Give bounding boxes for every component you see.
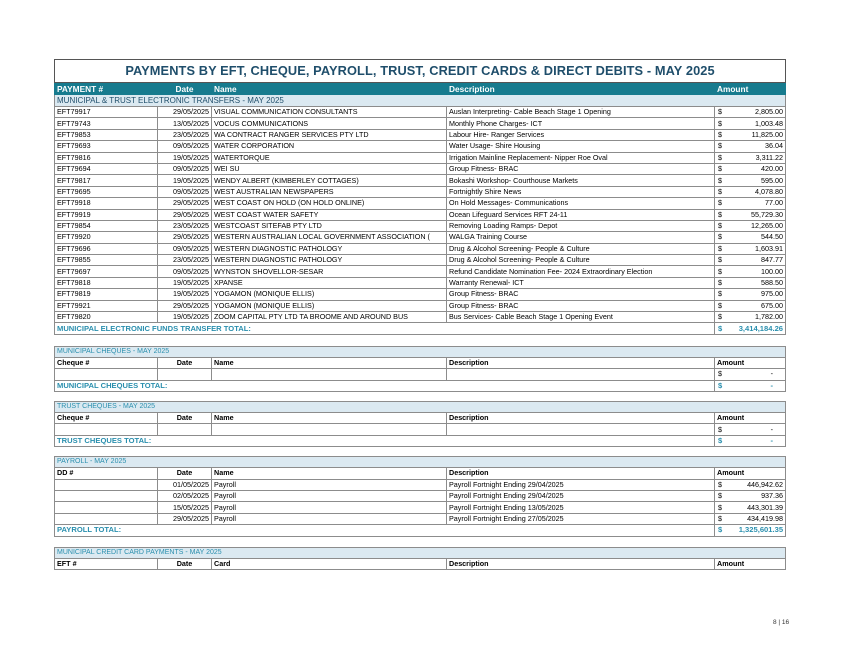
cell-amount: $ 544.50 (715, 232, 786, 243)
trust-cheque-amount: $ - (715, 424, 786, 435)
cell-id: EFT79693 (55, 141, 158, 152)
muni-cheques-total-amount: $ - (715, 380, 786, 391)
col-header-date: Date (158, 468, 212, 479)
payments-report (54, 59, 785, 570)
cell-amount: $ 1,003.48 (715, 118, 786, 129)
col-header-amount: Amount (715, 357, 786, 368)
table-row (55, 129, 786, 140)
credit-card-section-title: MUNICIPAL CREDIT CARD PAYMENTS - MAY 2025 (55, 547, 786, 558)
cell-description: Fortnightly Shire News (447, 186, 715, 197)
cell-name: YOGAMON (MONIQUE ELLIS) (212, 300, 447, 311)
col-header-amount: Amount (715, 558, 786, 569)
col-header-description: Description (447, 83, 715, 95)
cell-amount: $ 975.00 (715, 289, 786, 300)
table-row (55, 502, 786, 513)
col-header-date: Date (158, 558, 212, 569)
cell-date: 19/05/2025 (158, 175, 212, 186)
credit-card-header-row (55, 558, 786, 569)
cell-description: Group Fitness- BRAC (447, 300, 715, 311)
muni-cheques-total-label: MUNICIPAL CHEQUES TOTAL: (55, 380, 715, 391)
payroll-table (54, 456, 786, 536)
cell-name: WEST COAST ON HOLD (ON HOLD ONLINE) (212, 198, 447, 209)
table-row (55, 163, 786, 174)
table-row (55, 232, 786, 243)
cell-amount: $ 100.00 (715, 266, 786, 277)
table-row (55, 490, 786, 501)
payroll-section-title: PAYROLL - MAY 2025 (55, 457, 786, 468)
col-header-description: Description (447, 468, 715, 479)
table-row (55, 141, 786, 152)
table-row (55, 186, 786, 197)
eft-total-row (55, 323, 786, 334)
cell-name: WYNSTON SHOVELLOR-SESAR (212, 266, 447, 277)
cell-description: Bus Services- Cable Beach Stage 1 Opening Event (447, 312, 715, 323)
municipal-cheques-table (54, 346, 786, 392)
muni-cheque-amount: $ - (715, 369, 786, 380)
cell-amount: $ 11,825.00 (715, 129, 786, 140)
main-header-row (55, 83, 786, 95)
cell-date: 09/05/2025 (158, 141, 212, 152)
cell-name: Payroll (212, 502, 447, 513)
table-row (55, 255, 786, 266)
cell-id: EFT79854 (55, 220, 158, 231)
cell-description: Water Usage- Shire Housing (447, 141, 715, 152)
cell-name: WESTCOAST SITEFAB PTY LTD (212, 220, 447, 231)
payroll-total-amount: $ 1,325,601.35 (715, 525, 786, 536)
trust-cheques-total-label: TRUST CHEQUES TOTAL: (55, 435, 715, 446)
cell-description: Bokashi Workshop- Courthouse Markets (447, 175, 715, 186)
cell-amount: $ 12,265.00 (715, 220, 786, 231)
cell-description: Auslan Interpreting- Cable Beach Stage 1 Opening (447, 107, 715, 118)
cell-amount: $ 595.00 (715, 175, 786, 186)
table-row (55, 152, 786, 163)
col-header-name: Name (212, 468, 447, 479)
trust-cheques-section-title: TRUST CHEQUES - MAY 2025 (55, 401, 786, 412)
cell-date: 09/05/2025 (158, 163, 212, 174)
cell-id: EFT79819 (55, 289, 158, 300)
table-row (55, 424, 786, 435)
table-row (55, 312, 786, 323)
cell-description: Removing Loading Ramps- Depot (447, 220, 715, 231)
cell-description: Irrigation Mainline Replacement- Nipper Roe Oval (447, 152, 715, 163)
cell-date: 09/05/2025 (158, 186, 212, 197)
cell-amount: $ 3,311.22 (715, 152, 786, 163)
cell-id: EFT79917 (55, 107, 158, 118)
cell-id: EFT79918 (55, 198, 158, 209)
cell-amount: $ 675.00 (715, 300, 786, 311)
muni-cheques-total-row (55, 380, 786, 391)
cell-date: 19/05/2025 (158, 152, 212, 163)
col-header-date: Date (158, 412, 212, 423)
table-row (55, 209, 786, 220)
eft-total-amount: $ 3,414,184.26 (715, 323, 786, 334)
cell-date: 13/05/2025 (158, 118, 212, 129)
payroll-total-row (55, 525, 786, 536)
payroll-header-row (55, 468, 786, 479)
col-header-dd: DD # (55, 468, 158, 479)
cell-name: WENDY ALBERT (KIMBERLEY COTTAGES) (212, 175, 447, 186)
cell-date: 29/05/2025 (158, 107, 212, 118)
col-header-description: Description (447, 412, 715, 423)
table-row (55, 513, 786, 524)
col-header-cheque: Cheque # (55, 357, 158, 368)
table-row (55, 243, 786, 254)
table-row (55, 369, 786, 380)
cell-description: Payroll Fortnight Ending 29/04/2025 (447, 479, 715, 490)
cell-amount: $ 55,729.30 (715, 209, 786, 220)
table-row (55, 479, 786, 490)
cell-id: EFT79743 (55, 118, 158, 129)
cell-amount: $ 36.04 (715, 141, 786, 152)
eft-table (54, 59, 786, 335)
cell-date: 23/05/2025 (158, 255, 212, 266)
cell-name: WEST COAST WATER SAFETY (212, 209, 447, 220)
cell-date: 09/05/2025 (158, 266, 212, 277)
table-row (55, 289, 786, 300)
table-row (55, 198, 786, 209)
cell-name: WATER CORPORATION (212, 141, 447, 152)
cell-name: ZOOM CAPITAL PTY LTD TA BROOME AND AROUND BUS (212, 312, 447, 323)
cell-id: EFT79919 (55, 209, 158, 220)
page-number: 8 | 16 (773, 619, 790, 626)
table-row (55, 175, 786, 186)
cell-amount: $ 1,603.91 (715, 243, 786, 254)
cell-date: 29/05/2025 (158, 198, 212, 209)
cell-name: Payroll (212, 513, 447, 524)
table-row (55, 118, 786, 129)
cell-date: 19/05/2025 (158, 312, 212, 323)
cell-date: 29/05/2025 (158, 513, 212, 524)
cell-name: XPANSE (212, 277, 447, 288)
cell-amount: $ 4,078.80 (715, 186, 786, 197)
cell-id: EFT79694 (55, 163, 158, 174)
cell-amount: $ 588.50 (715, 277, 786, 288)
cell-date: 15/05/2025 (158, 502, 212, 513)
cell-name: WESTERN AUSTRALIAN LOCAL GOVERNMENT ASSOCIATION ( (212, 232, 447, 243)
muni-cheques-section-title: MUNICIPAL CHEQUES - MAY 2025 (55, 346, 786, 357)
cell-date: 19/05/2025 (158, 277, 212, 288)
eft-section-title: MUNICIPAL & TRUST ELECTRONIC TRANSFERS - MAY 2025 (55, 95, 786, 107)
col-header-description: Description (447, 357, 715, 368)
col-header-eft: EFT # (55, 558, 158, 569)
cell-name: WESTERN DIAGNOSTIC PATHOLOGY (212, 243, 447, 254)
cell-amount: $ 446,942.62 (715, 479, 786, 490)
cell-amount: $ 420.00 (715, 163, 786, 174)
col-header-cheque: Cheque # (55, 412, 158, 423)
cell-description: Payroll Fortnight Ending 29/04/2025 (447, 490, 715, 501)
report-title: PAYMENTS BY EFT, CHEQUE, PAYROLL, TRUST, CREDIT CARDS & DIRECT DEBITS - MAY 2025 (55, 60, 786, 83)
table-row (55, 107, 786, 118)
cell-date: 01/05/2025 (158, 479, 212, 490)
credit-card-table (54, 547, 786, 570)
cell-description: Payroll Fortnight Ending 27/05/2025 (447, 513, 715, 524)
cell-id: EFT79696 (55, 243, 158, 254)
cell-description: Drug & Alcohol Screening- People & Culture (447, 243, 715, 254)
cell-name: WEI SU (212, 163, 447, 174)
table-row (55, 277, 786, 288)
cell-description: Ocean Lifeguard Services RFT 24-11 (447, 209, 715, 220)
cell-id: EFT79816 (55, 152, 158, 163)
table-row (55, 266, 786, 277)
cell-description: On Hold Messages- Communications (447, 198, 715, 209)
col-header-amount: Amount (715, 468, 786, 479)
trust-cheques-header-row (55, 412, 786, 423)
cell-date: 23/05/2025 (158, 129, 212, 140)
cell-name: Payroll (212, 490, 447, 501)
col-header-amount: Amount (715, 83, 786, 95)
col-header-date: Date (158, 83, 212, 95)
cell-id: EFT79820 (55, 312, 158, 323)
col-header-payment: PAYMENT # (55, 83, 158, 95)
col-header-name: Name (212, 83, 447, 95)
cell-description: Monthly Phone Charges- ICT (447, 118, 715, 129)
cell-amount: $ 847.77 (715, 255, 786, 266)
cell-description: Group Fitness- BRAC (447, 163, 715, 174)
muni-cheques-header-row (55, 357, 786, 368)
cell-description: Warranty Renewal- ICT (447, 277, 715, 288)
col-header-name: Name (212, 412, 447, 423)
cell-description: Payroll Fortnight Ending 13/05/2025 (447, 502, 715, 513)
trust-cheques-table (54, 401, 786, 447)
trust-cheques-total-row (55, 435, 786, 446)
col-header-description: Description (447, 558, 715, 569)
col-header-name: Name (212, 357, 447, 368)
cell-amount: $ 937.36 (715, 490, 786, 501)
cell-id: EFT79921 (55, 300, 158, 311)
col-header-card: Card (212, 558, 447, 569)
cell-id (55, 513, 158, 524)
cell-description: WALGA Training Course (447, 232, 715, 243)
cell-amount: $ 2,805.00 (715, 107, 786, 118)
cell-id: EFT79818 (55, 277, 158, 288)
col-header-date: Date (158, 357, 212, 368)
col-header-amount: Amount (715, 412, 786, 423)
cell-description: Group Fitness- BRAC (447, 289, 715, 300)
cell-id: EFT79697 (55, 266, 158, 277)
cell-description: Drug & Alcohol Screening- People & Culture (447, 255, 715, 266)
cell-id (55, 479, 158, 490)
cell-name: WESTERN DIAGNOSTIC PATHOLOGY (212, 255, 447, 266)
cell-name: WATERTORQUE (212, 152, 447, 163)
trust-cheques-total-amount: $ - (715, 435, 786, 446)
cell-id: EFT79855 (55, 255, 158, 266)
cell-description: Refund Candidate Nomination Fee- 2024 Extraordinary Election (447, 266, 715, 277)
cell-date: 29/05/2025 (158, 209, 212, 220)
cell-date: 29/05/2025 (158, 232, 212, 243)
cell-name: VOCUS COMMUNICATIONS (212, 118, 447, 129)
cell-date: 19/05/2025 (158, 289, 212, 300)
cell-description: Labour Hire- Ranger Services (447, 129, 715, 140)
cell-id: EFT79817 (55, 175, 158, 186)
table-row (55, 300, 786, 311)
cell-name: WA CONTRACT RANGER SERVICES PTY LTD (212, 129, 447, 140)
cell-id (55, 490, 158, 501)
cell-date: 02/05/2025 (158, 490, 212, 501)
cell-id (55, 502, 158, 513)
cell-amount: $ 443,301.39 (715, 502, 786, 513)
cell-id: EFT79920 (55, 232, 158, 243)
cell-date: 29/05/2025 (158, 300, 212, 311)
cell-name: Payroll (212, 479, 447, 490)
cell-id: EFT79695 (55, 186, 158, 197)
cell-date: 09/05/2025 (158, 243, 212, 254)
cell-name: YOGAMON (MONIQUE ELLIS) (212, 289, 447, 300)
cell-date: 23/05/2025 (158, 220, 212, 231)
cell-name: VISUAL COMMUNICATION CONSULTANTS (212, 107, 447, 118)
eft-total-label: MUNICIPAL ELECTRONIC FUNDS TRANSFER TOTAL: (55, 323, 715, 334)
payroll-total-label: PAYROLL TOTAL: (55, 525, 715, 536)
cell-name: WEST AUSTRALIAN NEWSPAPERS (212, 186, 447, 197)
cell-amount: $ 1,782.00 (715, 312, 786, 323)
cell-id: EFT79853 (55, 129, 158, 140)
cell-amount: $ 77.00 (715, 198, 786, 209)
cell-amount: $ 434,419.98 (715, 513, 786, 524)
table-row (55, 220, 786, 231)
